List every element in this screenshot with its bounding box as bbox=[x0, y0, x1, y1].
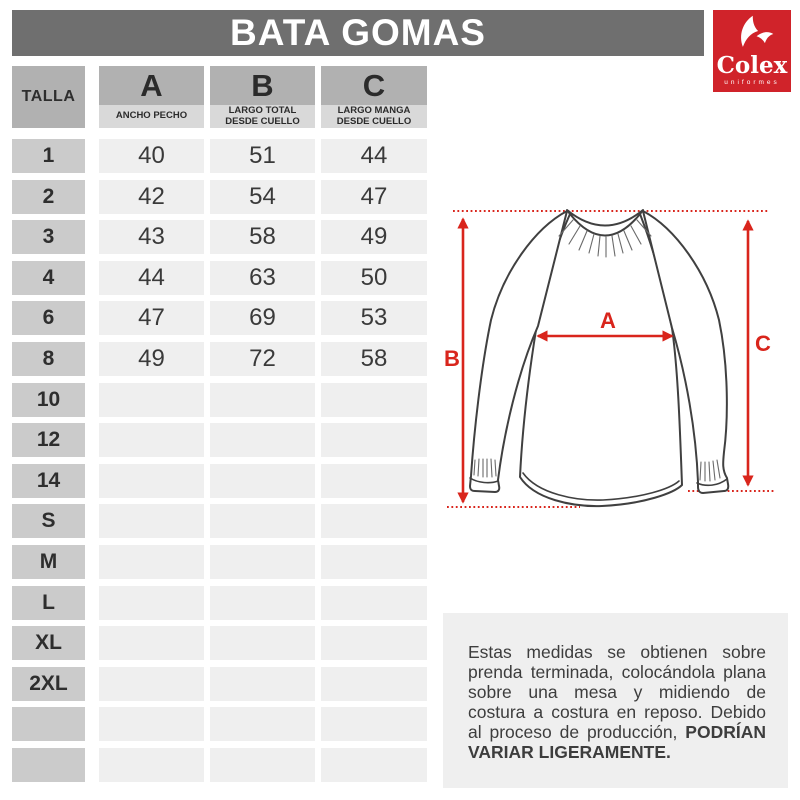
value-a bbox=[99, 504, 204, 538]
col-a-subtitle: ANCHO PECHO bbox=[99, 105, 204, 128]
table-row bbox=[12, 180, 440, 214]
value-a: 47 bbox=[99, 301, 204, 335]
table-row bbox=[12, 342, 440, 376]
size-cell: 2XL bbox=[12, 667, 85, 701]
value-b: 63 bbox=[210, 261, 315, 295]
value-b bbox=[210, 748, 315, 782]
page-title: BATA GOMAS bbox=[230, 12, 486, 53]
size-cell bbox=[12, 707, 85, 741]
header-talla: TALLA bbox=[12, 66, 85, 128]
value-a: 43 bbox=[99, 220, 204, 254]
size-cell bbox=[12, 748, 85, 782]
note-text bbox=[468, 642, 766, 762]
value-b bbox=[210, 504, 315, 538]
table-row bbox=[12, 423, 440, 457]
value-a: 40 bbox=[99, 139, 204, 173]
size-table bbox=[12, 66, 440, 789]
size-cell: 4 bbox=[12, 261, 85, 295]
value-b bbox=[210, 626, 315, 660]
header-col-b bbox=[210, 66, 315, 128]
table-row bbox=[12, 626, 440, 660]
size-cell: S bbox=[12, 504, 85, 538]
value-c bbox=[321, 545, 427, 579]
size-cell: 3 bbox=[12, 220, 85, 254]
table-row bbox=[12, 748, 440, 782]
table-row bbox=[12, 504, 440, 538]
col-c-subtitle: LARGO MANGA DESDE CUELLO bbox=[321, 105, 427, 128]
size-cell: 6 bbox=[12, 301, 85, 335]
value-a: 44 bbox=[99, 261, 204, 295]
value-b: 51 bbox=[210, 139, 315, 173]
value-c: 50 bbox=[321, 261, 427, 295]
value-a bbox=[99, 383, 204, 417]
table-row bbox=[12, 707, 440, 741]
col-b-subtitle: LARGO TOTAL DESDE CUELLO bbox=[210, 105, 315, 128]
value-c bbox=[321, 504, 427, 538]
table-row bbox=[12, 667, 440, 701]
table-header bbox=[12, 66, 440, 128]
brand-name: Colex bbox=[716, 52, 788, 79]
size-cell: L bbox=[12, 586, 85, 620]
value-b: 72 bbox=[210, 342, 315, 376]
value-b bbox=[210, 383, 315, 417]
value-c bbox=[321, 748, 427, 782]
value-b bbox=[210, 545, 315, 579]
value-b bbox=[210, 667, 315, 701]
table-row bbox=[12, 139, 440, 173]
header-col-c bbox=[321, 66, 427, 128]
value-c bbox=[321, 464, 427, 498]
col-a-letter: A bbox=[99, 66, 204, 105]
value-a: 42 bbox=[99, 180, 204, 214]
value-a bbox=[99, 586, 204, 620]
value-b bbox=[210, 423, 315, 457]
value-a bbox=[99, 626, 204, 660]
value-c: 58 bbox=[321, 342, 427, 376]
note-emphasis: PODRÍAN VARIAR LIGERAMENTE. bbox=[468, 722, 766, 762]
value-c: 53 bbox=[321, 301, 427, 335]
value-a bbox=[99, 707, 204, 741]
size-cell: 1 bbox=[12, 139, 85, 173]
note-body: Estas medidas se obtienen sobre prenda terminada, colocándola plana sobre una mesa y midiendo de costura a costura en reposo. Debido al proceso de producción, bbox=[468, 642, 766, 742]
measurement-note bbox=[443, 613, 788, 788]
value-b bbox=[210, 707, 315, 741]
table-row bbox=[12, 261, 440, 295]
label-c: C bbox=[755, 331, 771, 356]
size-table-rows bbox=[12, 139, 440, 782]
value-c: 44 bbox=[321, 139, 427, 173]
col-c-letter: C bbox=[321, 66, 427, 105]
brand-tagline: uniformes bbox=[724, 79, 780, 86]
value-b bbox=[210, 464, 315, 498]
value-c bbox=[321, 383, 427, 417]
size-cell: 14 bbox=[12, 464, 85, 498]
size-cell: M bbox=[12, 545, 85, 579]
value-a bbox=[99, 423, 204, 457]
size-cell: 12 bbox=[12, 423, 85, 457]
value-a bbox=[99, 748, 204, 782]
value-a bbox=[99, 667, 204, 701]
value-a: 49 bbox=[99, 342, 204, 376]
label-b: B bbox=[444, 346, 460, 371]
header-col-a bbox=[99, 66, 204, 128]
value-c bbox=[321, 667, 427, 701]
value-c: 47 bbox=[321, 180, 427, 214]
size-cell: 2 bbox=[12, 180, 85, 214]
label-a: A bbox=[600, 308, 616, 333]
size-cell: XL bbox=[12, 626, 85, 660]
value-b: 54 bbox=[210, 180, 315, 214]
value-c bbox=[321, 423, 427, 457]
value-b: 58 bbox=[210, 220, 315, 254]
value-c bbox=[321, 586, 427, 620]
value-a bbox=[99, 545, 204, 579]
title-bar bbox=[12, 10, 704, 56]
col-b-letter: B bbox=[210, 66, 315, 105]
value-a bbox=[99, 464, 204, 498]
value-c: 49 bbox=[321, 220, 427, 254]
brand-logo bbox=[713, 10, 791, 92]
table-row bbox=[12, 464, 440, 498]
value-b: 69 bbox=[210, 301, 315, 335]
table-row bbox=[12, 383, 440, 417]
value-c bbox=[321, 626, 427, 660]
table-row bbox=[12, 220, 440, 254]
value-c bbox=[321, 707, 427, 741]
value-b bbox=[210, 586, 315, 620]
bird-icon bbox=[729, 15, 775, 53]
table-row bbox=[12, 301, 440, 335]
size-cell: 10 bbox=[12, 383, 85, 417]
table-row bbox=[12, 586, 440, 620]
garment-diagram bbox=[440, 190, 800, 520]
size-cell: 8 bbox=[12, 342, 85, 376]
table-row bbox=[12, 545, 440, 579]
